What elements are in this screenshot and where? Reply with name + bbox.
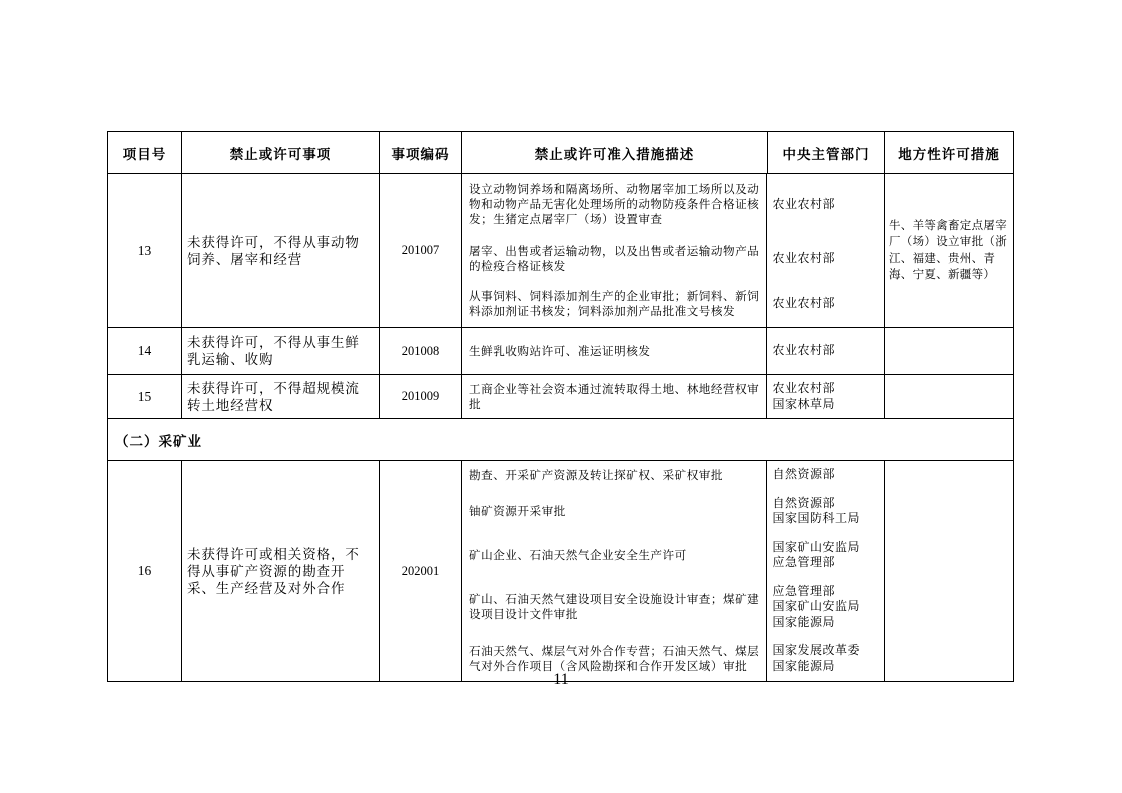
measure-dept-pair-row xyxy=(462,174,884,236)
measure-dept-pairs xyxy=(462,328,884,374)
item-no-cell: 13 xyxy=(108,174,182,328)
item-code-cell: 202001 xyxy=(380,461,462,682)
header-central-dept: 中央主管部门 xyxy=(768,132,885,174)
measure-dept-pair-row xyxy=(462,461,884,489)
measure-text: 设立动物饲养场和隔离场所、动物屠宰加工场所以及动物和动物产品无害化处理场所的动物防疫条件合格证核发；生猪定点屠宰厂（场）设置审查 xyxy=(469,183,760,227)
item-code-cell: 201009 xyxy=(380,375,462,419)
dept-name: 自然资源部 xyxy=(772,467,836,482)
local-measure-cell: 牛、羊等禽畜定点屠宰厂（场）设立审批（浙江、福建、贵州、青海、宁夏、新疆等） xyxy=(885,174,1014,328)
local-measure-cell xyxy=(885,461,1014,682)
dept-name: 农业农村部 xyxy=(772,343,836,358)
header-prohibited-item: 禁止或许可事项 xyxy=(182,132,380,174)
section-title: （二）采矿业 xyxy=(108,419,1014,461)
item-desc-cell: 未获得许可或相关资格，不得从事矿产资源的勘查开采、生产经营及对外合作 xyxy=(182,461,380,682)
measure-dept-pair-row xyxy=(462,281,884,327)
measure-dept-pair-row xyxy=(462,375,884,418)
access-list-table xyxy=(107,131,1014,682)
central-dept-cell xyxy=(766,375,884,418)
central-dept-cell xyxy=(766,174,884,236)
item-no-cell: 15 xyxy=(108,375,182,419)
measure-text: 从事饲料、饲料添加剂生产的企业审批；新饲料、新饲料添加剂证书核发；饲料添加剂产品批准文号核发 xyxy=(469,290,760,319)
measure-text: 工商企业等社会资本通过流转取得土地、林地经营权审批 xyxy=(469,382,760,411)
measure-dept-pairs xyxy=(462,174,884,327)
dept-name: 农业农村部 xyxy=(772,250,836,265)
measure-text: 勘查、开采矿产资源及转让探矿权、采矿权审批 xyxy=(469,468,723,482)
central-dept-cell xyxy=(766,461,884,489)
item-code-cell: 201008 xyxy=(380,328,462,375)
measure-dept-pair-row xyxy=(462,577,884,637)
header-item-no: 项目号 xyxy=(108,132,182,174)
header-local-measure: 地方性许可措施 xyxy=(885,132,1014,174)
measure-dept-pairs xyxy=(462,461,884,681)
measures-depts-cell xyxy=(462,461,885,682)
page-number: 11 xyxy=(553,671,569,688)
local-measure-cell xyxy=(885,375,1014,419)
item-no-cell: 16 xyxy=(108,461,182,682)
measure-text: 石油天然气、煤层气对外合作专营；石油天然气、煤层气对外合作项目（含风险勘探和合作开发区域）审批 xyxy=(469,644,760,673)
item-desc-cell: 未获得许可，不得从事生鲜乳运输、收购 xyxy=(182,328,380,375)
table-row xyxy=(108,375,1014,419)
measures-depts-cell xyxy=(462,174,885,328)
dept-name: 农业农村部 xyxy=(772,381,836,395)
dept-name: 应急管理部 xyxy=(772,555,836,570)
dept-name: 农业农村部 xyxy=(772,197,836,212)
central-dept-cell xyxy=(766,533,884,577)
dept-name: 国家国防科工局 xyxy=(772,511,861,526)
measure-dept-pair-row xyxy=(462,236,884,282)
central-dept-cell xyxy=(766,281,884,327)
table-header-row xyxy=(108,132,1014,174)
header-item-code: 事项编码 xyxy=(380,132,462,174)
dept-name: 国家能源局 xyxy=(772,658,836,673)
dept-name: 国家矿山安监局 xyxy=(772,539,861,554)
dept-name: 国家发展改革委 xyxy=(772,643,861,658)
section-row xyxy=(108,419,1014,461)
item-code-cell: 201007 xyxy=(380,174,462,328)
dept-name: 国家能源局 xyxy=(772,614,836,629)
measure-text: 矿山企业、石油天然气企业安全生产许可 xyxy=(469,548,687,562)
measures-depts-cell xyxy=(462,328,885,375)
item-no-cell: 14 xyxy=(108,328,182,375)
local-measure-cell xyxy=(885,328,1014,375)
central-dept-cell xyxy=(766,489,884,533)
measure-dept-pair-row xyxy=(462,533,884,577)
measure-text: 屠宰、出售或者运输动物，以及出售或者运输动物产品的检疫合格证核发 xyxy=(469,244,760,273)
measure-text: 矿山、石油天然气建设项目安全设施设计审查；煤矿建设项目设计文件审批 xyxy=(469,593,760,622)
measure-text: 生鲜乳收购站许可、准运证明核发 xyxy=(469,344,651,358)
item-desc-cell: 未获得许可，不得超规模流转土地经营权 xyxy=(182,375,380,419)
item-desc-cell: 未获得许可，不得从事动物饲养、屠宰和经营 xyxy=(182,174,380,328)
measure-dept-pair-row xyxy=(462,489,884,533)
measures-depts-cell xyxy=(462,375,885,419)
dept-name: 国家矿山安监局 xyxy=(772,599,861,614)
table-row xyxy=(108,174,1014,328)
central-dept-cell xyxy=(766,577,884,637)
measure-dept-pairs xyxy=(462,375,884,418)
measure-text: 铀矿资源开采审批 xyxy=(469,504,566,518)
dept-name: 自然资源部 xyxy=(772,495,836,510)
measure-dept-pair-row xyxy=(462,328,884,374)
central-dept-cell xyxy=(766,328,884,374)
dept-name: 应急管理部 xyxy=(772,583,836,598)
dept-name: 农业农村部 xyxy=(772,296,836,311)
table-row xyxy=(108,461,1014,682)
table-row xyxy=(108,328,1014,375)
central-dept-cell xyxy=(766,236,884,282)
header-measure-desc: 禁止或许可准入措施描述 xyxy=(462,132,768,174)
dept-name: 国家林草局 xyxy=(772,396,836,411)
